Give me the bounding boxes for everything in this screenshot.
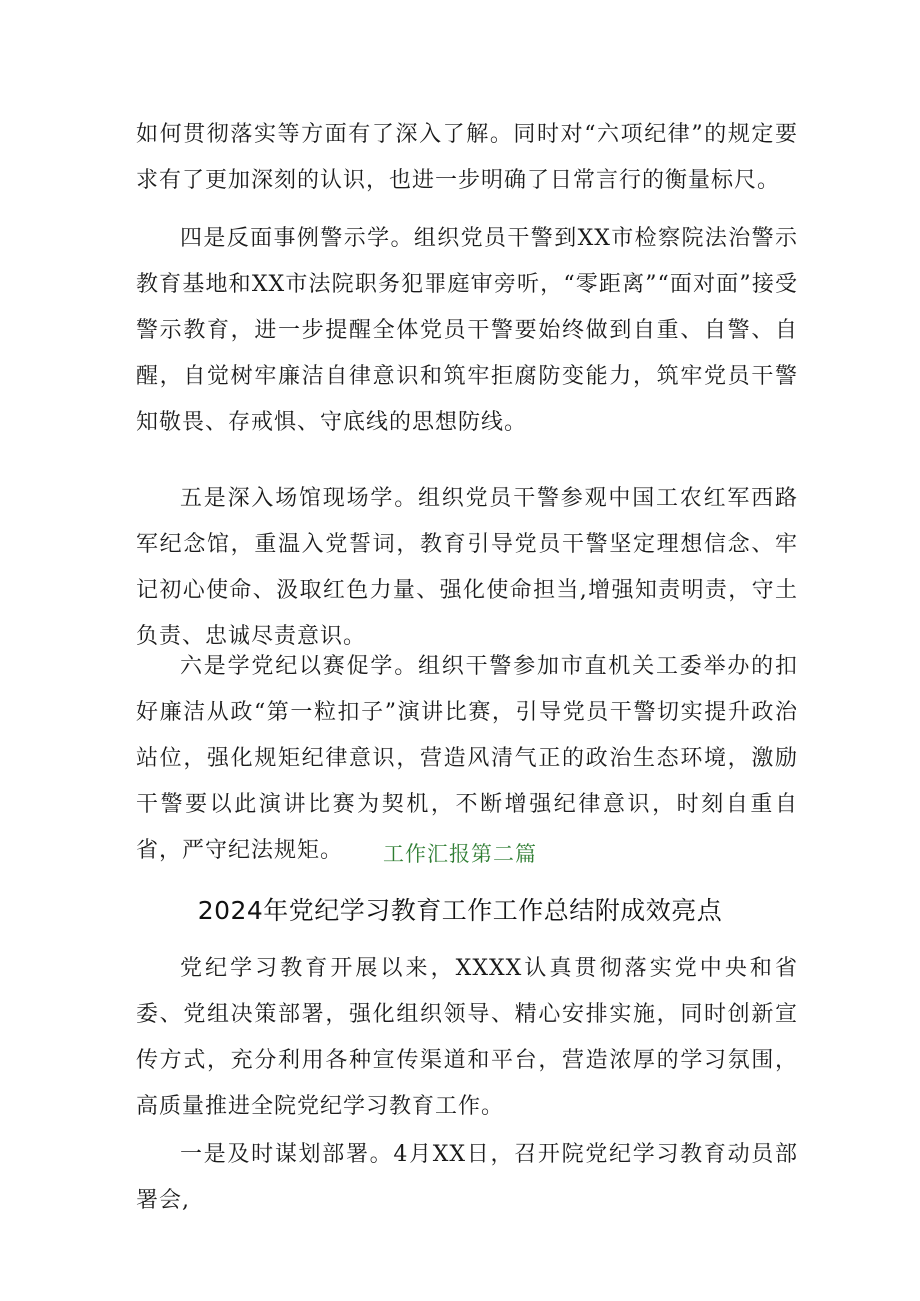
paragraph-museum-visit: 五是深入场馆现场学。组织党员干警参观中国工农红军西路军纪念馆，重温入党誓词，教育引导党员干警坚定理想信念、牢记初心使命、汲取红色力量、强化使命担当,增强知责明责，守土负责、忠诚尽责意识。 [136, 486, 798, 649]
paragraph-continued: 如何贯彻落实等方面有了深入了解。同时对“六项纪律”的规定要求有了更加深刻的认识，也进一步明确了日常言行的衡量标尺。 [136, 122, 798, 193]
section-label: 工作汇报第二篇 [383, 842, 537, 866]
document-title: 2024年党纪学习教育工作工作总结附成效亮点 [197, 896, 723, 925]
paragraph-warning-education: 四是反面事例警示学。组织党员干警到XX市检察院法治警示教育基地和XX市法院职务犯罪庭审旁听，“零距离”“面对面”接受警示教育，进一步提醒全体党员干警要始终做到自重、自警、自醒，自觉树牢廉洁自律意识和筑牢拒腐防变能力，筑牢党员干警知敬畏、存戒惧、守底线的思想防线。 [136, 226, 798, 435]
paragraph-intro: 党纪学习教育开展以来，XXXX认真贯彻落实党中央和省委、党组决策部署，强化组织领导、精心安排实施，同时创新宣传方式，充分利用各种宣传渠道和平台，营造浓厚的学习氛围，高质量推进全院党纪学习教育工作。 [136, 956, 798, 1119]
paragraph-planning: 一是及时谋划部署。4月XX日，召开院党纪学习教育动员部署会, [136, 1142, 798, 1213]
paragraph-speech-contest: 六是学党纪以赛促学。组织干警参加市直机关工委举办的扣好廉洁从政“第一粒扣子”演讲比赛，引导党员干警切实提升政治站位，强化规矩纪律意识，营造风清气正的政治生态环境，激励干警要以此演讲比赛为契机，不断增强纪律意识，时刻自重自省，严守纪法规矩。 [136, 654, 798, 863]
